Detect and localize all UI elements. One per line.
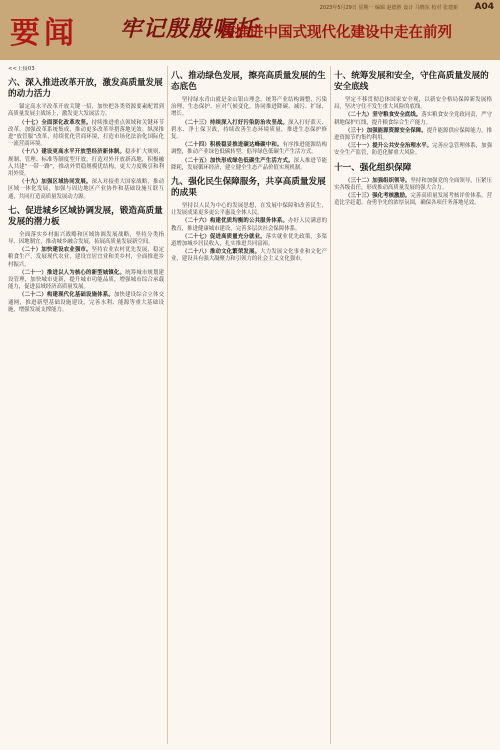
- body-paragraph: [171, 218, 327, 232]
- body-paragraph: [171, 249, 327, 263]
- paragraph-subhead: （二十九）坚守粮食安全底线。: [345, 112, 422, 119]
- headline-block: [120, 14, 492, 50]
- paragraph-subhead: （十八）建设更高水平开放型经济新体制。: [19, 149, 126, 156]
- paragraph-subhead: （二十五）加快形成绿色低碳生产生活方式。: [182, 157, 294, 164]
- paragraph-subhead: （十七）全面深化改革攻坚。: [19, 119, 92, 126]
- paragraph-subhead: （三十二）加强组织领导。: [345, 177, 411, 184]
- paragraph-subhead: （十九）加强区域协同发展。: [19, 179, 92, 186]
- paragraph-subhead: （三十）加强能源资源安全保障。: [345, 127, 427, 134]
- paragraph-text: 全面落实乡村振兴战略和区域协调发展战略，坚持分类指导、因地制宜，推动城乡融合发展，拓展高质量发展新空间。: [8, 231, 164, 246]
- body-paragraph: [334, 97, 492, 111]
- column-divider: [330, 66, 331, 744]
- paragraph-text: 坚定不移贯彻总体国家安全观，以新安全格局保障新发展格局，坚决守住不发生重大风险的底线。: [334, 97, 492, 111]
- body-paragraph: [8, 149, 164, 178]
- paragraph-subhead: （三十一）提升公共安全治理水平。: [345, 143, 433, 150]
- article-section: [334, 163, 492, 208]
- paragraph-text: 坚持绿水青山就是金山银山理念，统筹产业结构调整、污染治理、生态保护、应对气候变化，协同推进降碳、减污、扩绿、增长。: [171, 97, 327, 118]
- paragraph-subhead: （二十六）构建优质均衡的公共服务体系。: [182, 218, 289, 225]
- kicker-calligraphy: 牢记殷殷嘱托: [120, 16, 259, 42]
- body-paragraph: [334, 193, 492, 207]
- page-headline: 在推进中国式现代化建设中走在前列: [220, 25, 452, 41]
- body-paragraph: [334, 178, 492, 192]
- body-paragraph: [334, 128, 492, 142]
- body-paragraph: [171, 97, 327, 119]
- paragraph-text: 坚持农业农村优先发展，稳定粮食生产，发展现代农业，建设宜居宜业和美乡村，全面推进乡村振兴。: [8, 247, 164, 268]
- paragraph-text: 完善高质量发展考核评价体系，营造比学赶超、奋勇争先的浓厚氛围，确保各项任务落地见效。: [334, 193, 492, 207]
- paragraph-subhead: （二十）加快建设农业强市。: [19, 247, 92, 254]
- paragraph-text: 完善应急管理体系，加强安全生产监管，防范化解重大风险。: [334, 143, 492, 157]
- paragraph-text: 办好人民满意的教育，推进健康城市建设，完善多层次社会保障体系。: [171, 218, 327, 232]
- paragraph-text: 大力发展文化事业和文化产业，建设具有强大凝聚力和引领力的社会主义文化强市。: [171, 249, 327, 263]
- section-heading: 八、推动绿色发展，擦亮高质量发展的生态底色: [171, 71, 326, 92]
- masthead-band: [0, 0, 500, 60]
- paragraph-text: 落实就业优先政策，多渠道增加城乡居民收入，扎实推进共同富裕。: [171, 233, 327, 248]
- section-tag: 要闻: [10, 16, 78, 51]
- paragraph-text: 加快建设综合立体交通网，推进新型基础设施建设，完善水利、能源等重大基础设施，增强发展支撑能力。: [8, 292, 164, 313]
- body-paragraph: [171, 158, 327, 172]
- paragraph-subhead: （二十四）积极稳妥推进碳达峰碳中和。: [182, 142, 283, 149]
- paragraph-text: 坚持以人民为中心的发展思想，在发展中保障和改善民生，让发展成果更多更公平惠及全体人民。: [171, 203, 327, 217]
- paragraph-text: 提升能源供应保障能力，推进资源节约集约利用。: [334, 127, 492, 142]
- section-heading: 九、强化民生保障服务，共享高质量发展的成果: [171, 177, 326, 199]
- paragraph-text: 统筹城市规划建设管理，加快城市更新，提升城市功能品质，增强城市综合承载能力，促进县域经济高质量发展。: [8, 269, 164, 291]
- section-heading: 十、统筹发展和安全，守住高质量发展的安全底线: [334, 71, 489, 92]
- paragraph-subhead: （二十一）推进以人为核心的新型城镇化。: [19, 269, 126, 276]
- body-paragraph: [8, 270, 164, 292]
- article-section: [334, 71, 492, 158]
- body-paragraph: [8, 179, 164, 201]
- edition-meta: 2023年5月29日 星期一 编辑 赵德胜 设计 马晓东 校对 张建新: [319, 5, 458, 11]
- continuation-note: <<上接03: [8, 66, 35, 72]
- section-heading: 七、促进城乡区域协调发展，锻造高质量发展的潜力板: [8, 205, 163, 227]
- paragraph-text: 坚持和加强党的全面领导，压紧压实各级责任，形成推动高质量发展的强大合力。: [334, 177, 492, 191]
- body-paragraph: [8, 247, 164, 269]
- body-paragraph: [171, 120, 327, 142]
- page-number: A04: [474, 2, 494, 12]
- paragraph-text: 落实粮食安全党政同责，严守耕地保护红线，提升粮食综合生产能力。: [334, 112, 492, 126]
- body-paragraph: [171, 203, 327, 217]
- article-section: [171, 177, 327, 264]
- paragraph-subhead: （二十二）构建现代化基础设施体系。: [19, 292, 114, 299]
- paragraph-subhead: （二十七）促进高质量充分就业。: [182, 233, 266, 240]
- article-section: [171, 71, 327, 172]
- paragraph-text: 锚定高水平改革开放关键一招，加快把各类资源要素配置到高质量发展主战场上，激发更大发展活力。: [8, 104, 164, 118]
- paragraph-text: 有序推进能源结构调整，推动产业绿色低碳转型，倡导绿色低碳生产生活方式。: [171, 142, 327, 156]
- section-heading: 十一、强化组织保障: [334, 162, 412, 173]
- paragraph-text: 深入对接重大国家战略，推动区域一体化发展，加强与周边地区产业协作和基础设施互联互通，共同打造高质量发展动力源。: [8, 179, 164, 200]
- paragraph-subhead: （二十三）持续深入打好污染防治攻坚战。: [182, 119, 289, 126]
- body-paragraph: [334, 143, 492, 157]
- column-3: [334, 66, 492, 746]
- paragraph-text: 持续推进重点领域和关键环节改革，加强改革系统集成，推动更多改革举措落地见效。纵深推进“放管服”改革，持续优化营商环境，打造市场化法治化国际化一流营商环境。: [8, 119, 164, 148]
- column-1: [8, 66, 164, 746]
- article-section: [8, 206, 164, 314]
- column-2: [171, 66, 327, 746]
- article-section: [8, 78, 164, 201]
- paragraph-text: 深入打好蓝天、碧水、净土保卫战，持续改善生态环境质量，推进生态保护修复。: [171, 119, 327, 141]
- paragraph-text: 稳步扩大规则、规制、管理、标准等制度型开放，打造对外开放新高地，积极融入共建“一带一路”，推动外贸稳规模优结构，更大力度吸引和利用外资。: [8, 149, 164, 178]
- body-paragraph: [171, 142, 327, 156]
- paragraph-text: 深入推进节能降耗，发展循环经济，建立健全生态产品价值实现机制。: [171, 157, 327, 171]
- body-paragraph: [171, 234, 327, 248]
- paragraph-subhead: （二十八）推动文化繁荣发展。: [182, 249, 261, 256]
- body-paragraph: [8, 232, 164, 246]
- paragraph-subhead: （三十三）强化考核激励。: [345, 193, 411, 200]
- body-paragraph: [8, 292, 164, 314]
- column-divider: [167, 66, 168, 744]
- body-paragraph: [334, 112, 492, 126]
- body-paragraph: [8, 104, 164, 118]
- body-paragraph: [8, 120, 164, 149]
- section-heading: 六、深入推进改革开放，激发高质量发展的动力活力: [8, 78, 163, 100]
